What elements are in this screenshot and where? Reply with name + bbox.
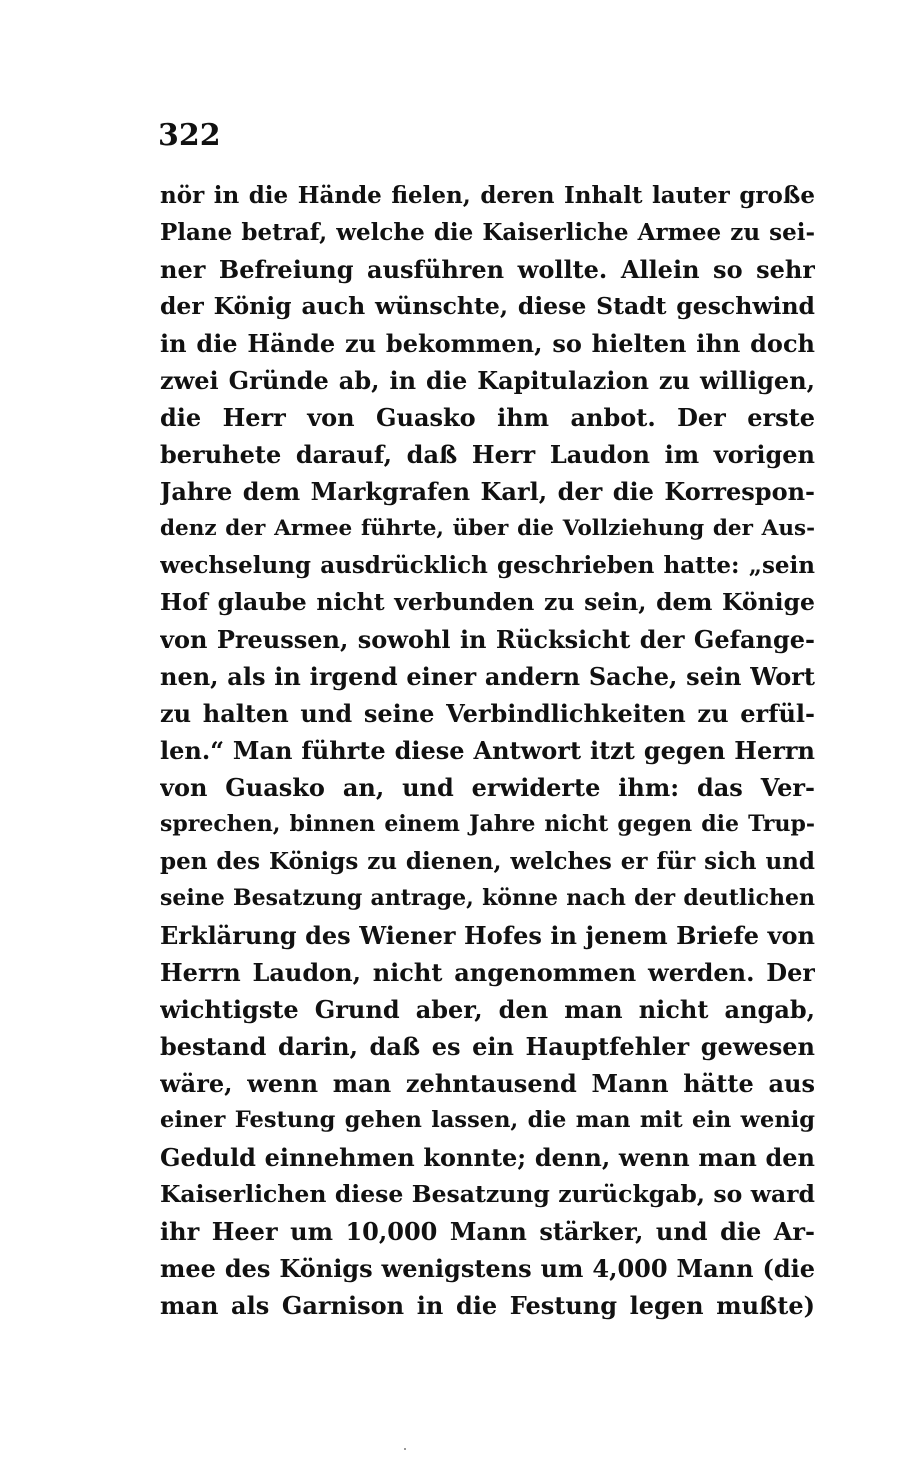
text-line: Plane betraf, welche die Kaiserliche Armee zu sei- <box>160 219 815 246</box>
text-line: von Guasko an, und erwiderte ihm: das Ver- <box>160 773 815 802</box>
text-line: einer Festung gehen lassen, die man mit ein wenig <box>160 1107 815 1133</box>
text-line: ihr Heer um 10,000 Mann stärker, und die Ar- <box>160 1217 815 1246</box>
text-line: Geduld einnehmen konnte; denn, wenn man den <box>160 1143 815 1172</box>
text-line: wäre, wenn man zehntausend Mann hätte aus <box>160 1069 815 1098</box>
text-line: ner Befreiung ausführen wollte. Allein so sehr <box>160 255 815 284</box>
text-line: seine Besatzung antrage, könne nach der deutlichen <box>160 885 815 911</box>
text-line: mee des Königs wenigstens um 4,000 Mann (die <box>160 1254 815 1283</box>
text-line: Kaiserlichen diese Besatzung zurückgab, so ward <box>160 1180 815 1208</box>
text-line: nör in die Hände fielen, deren Inhalt lauter große <box>160 182 815 209</box>
text-line: sprechen, binnen einem Jahre nicht gegen die Trup- <box>160 811 815 837</box>
text-line: der König auch wünschte, diese Stadt geschwind <box>160 292 815 320</box>
page-number: 322 <box>158 118 221 153</box>
text-line: die Herr von Guasko ihm anbot. Der erste <box>160 403 815 432</box>
text-line: pen des Königs zu dienen, welches er für sich und <box>160 848 815 875</box>
text-line: zu halten und seine Verbindlichkeiten zu erfül- <box>160 699 815 728</box>
text-line: Herrn Laudon, nicht angenommen werden. Der <box>160 958 815 987</box>
text-line: denz der Armee führte, über die Vollziehung der Aus- <box>160 516 815 541</box>
paper-speck <box>404 1448 406 1450</box>
text-line: Erklärung des Wiener Hofes in jenem Briefe von <box>160 921 815 950</box>
text-line: Jahre dem Markgrafen Karl, der die Korrespon- <box>160 477 815 506</box>
text-line: bestand darin, daß es ein Hauptfehler gewesen <box>160 1032 815 1061</box>
text-line: in die Hände zu bekommen, so hielten ihn doch <box>160 329 815 358</box>
text-line: von Preussen, sowohl in Rücksicht der Gefange- <box>160 625 815 654</box>
text-line: Hof glaube nicht verbunden zu sein, dem Könige <box>160 588 815 616</box>
text-line: beruhete darauf, daß Herr Laudon im vorigen <box>160 440 815 469</box>
text-line: len.“ Man führte diese Antwort itzt gegen Herrn <box>160 736 815 765</box>
text-line: nen, als in irgend einer andern Sache, sein Wort <box>160 662 815 691</box>
body-text <box>160 177 815 1324</box>
text-line: zwei Gründe ab, in die Kapitulazion zu willigen, <box>160 366 815 395</box>
text-line: wichtigste Grund aber, den man nicht angab, <box>160 995 815 1024</box>
text-line: wechselung ausdrücklich geschrieben hatte: „sein <box>160 552 815 579</box>
text-line: man als Garnison in die Festung legen mußte) <box>160 1291 815 1320</box>
